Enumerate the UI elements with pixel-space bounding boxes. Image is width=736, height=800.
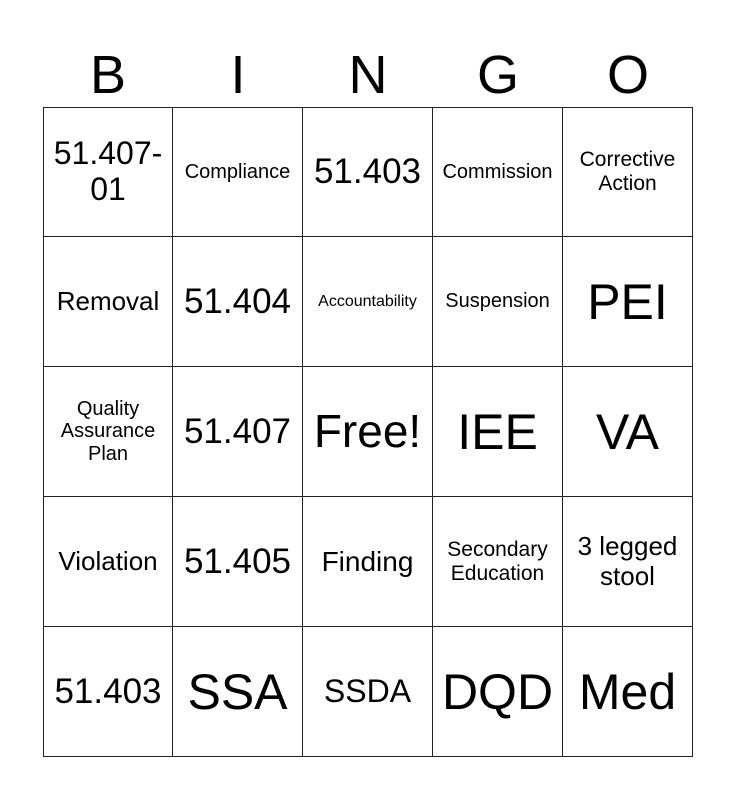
bingo-cell[interactable]: Commission xyxy=(433,107,563,237)
bingo-cell[interactable]: Corrective Action xyxy=(563,107,693,237)
bingo-cell[interactable]: 51.403 xyxy=(303,107,433,237)
bingo-cell[interactable]: IEE xyxy=(433,367,563,497)
bingo-cell[interactable]: 51.407 xyxy=(173,367,303,497)
bingo-cell[interactable]: 3 legged stool xyxy=(563,497,693,627)
bingo-cell[interactable]: Med xyxy=(563,627,693,757)
bingo-cell[interactable]: SSA xyxy=(173,627,303,757)
bingo-cell[interactable]: 51.403 xyxy=(43,627,173,757)
bingo-cell[interactable]: Accountability xyxy=(303,237,433,367)
bingo-cell[interactable]: SSDA xyxy=(303,627,433,757)
bingo-cell[interactable]: Finding xyxy=(303,497,433,627)
bingo-cell[interactable]: PEI xyxy=(563,237,693,367)
header-letter-b: B xyxy=(89,45,127,105)
bingo-cell[interactable]: Violation xyxy=(43,497,173,627)
header-letter-g: G xyxy=(476,45,519,105)
bingo-header xyxy=(43,40,693,110)
header-letter-o: O xyxy=(606,45,649,105)
bingo-grid xyxy=(43,107,693,757)
bingo-cell[interactable]: Removal xyxy=(43,237,173,367)
bingo-cell[interactable]: 51.405 xyxy=(173,497,303,627)
bingo-cell[interactable]: 51.404 xyxy=(173,237,303,367)
bingo-cell[interactable]: Compliance xyxy=(173,107,303,237)
bingo-cell[interactable]: Secondary Education xyxy=(433,497,563,627)
bingo-cell[interactable]: 51.407-01 xyxy=(43,107,173,237)
bingo-cell[interactable]: VA xyxy=(563,367,693,497)
free-space-cell[interactable]: Free! xyxy=(303,367,433,497)
bingo-cell[interactable]: Suspension xyxy=(433,237,563,367)
header-letter-n: N xyxy=(348,45,388,105)
bingo-cell[interactable]: DQD xyxy=(433,627,563,757)
header-letter-i: I xyxy=(230,45,246,105)
bingo-cell[interactable]: Quality Assurance Plan xyxy=(43,367,173,497)
